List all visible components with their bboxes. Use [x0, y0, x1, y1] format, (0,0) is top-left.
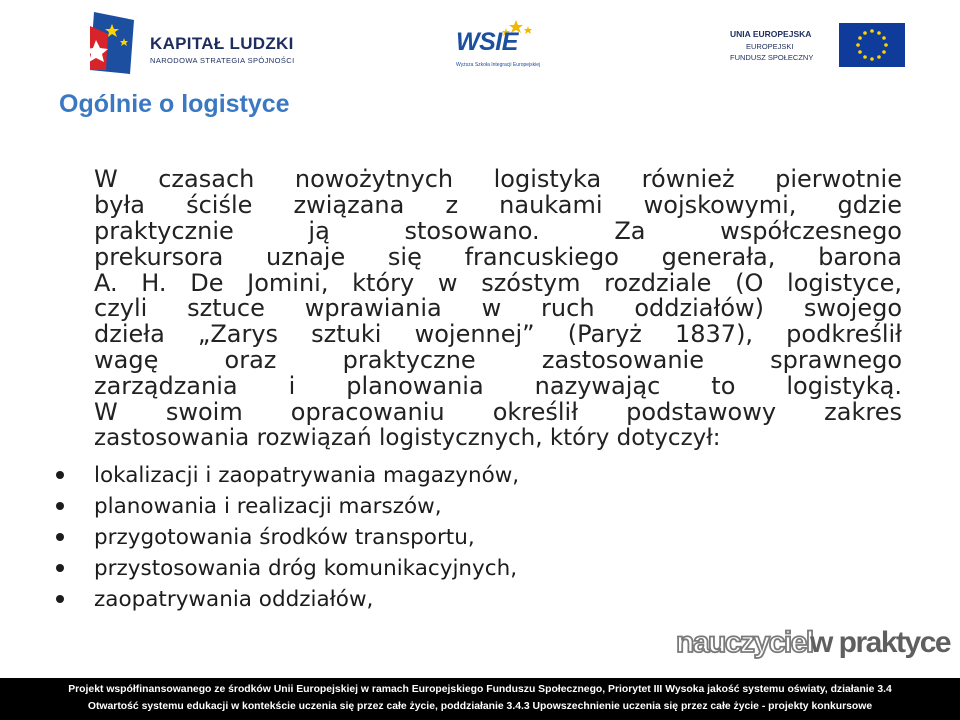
bullet-dot-icon	[56, 502, 64, 510]
body-paragraph	[94, 167, 902, 452]
paragraph-line: dzieła „Zarys sztuki wojennej” (Paryż 1837), podkreślił	[94, 320, 902, 349]
wsie-logo	[456, 20, 546, 70]
list-item-text: lokalizacji i zaopatrywania magazynów,	[94, 463, 520, 488]
slide-title: Ogólnie o logistyce	[59, 90, 290, 118]
paragraph-line: była ściśle związana z naukami wojskowymi, gdzie	[94, 190, 902, 219]
paragraph-line: W czasach nowożytnych logistyka również pierwotnie	[94, 165, 902, 193]
eu-line-3: FUNDUSZ SPOŁECZNY	[730, 53, 814, 62]
kapital-ludzki-subtitle: NARODOWA STRATEGIA SPÓJNOŚCI	[150, 56, 295, 65]
list-item-text: przystosowania dróg komunikacyjnych,	[94, 556, 518, 581]
list-item	[55, 522, 915, 553]
bullet-dot-icon	[56, 564, 64, 572]
nauczyciel-w-praktyce-logo	[676, 620, 951, 666]
kapital-ludzki-emblem-icon	[86, 12, 142, 74]
paragraph-line: A. H. De Jomini, który w szóstym rozdziale (O logistyce,	[94, 268, 902, 297]
stamp-words-w-praktyce: w praktyce	[810, 626, 951, 659]
paragraph-line: W swoim opracowaniu określił podstawowy zakres	[94, 398, 902, 427]
stamp-word-nauczyciel: nauczyciel	[676, 626, 813, 659]
bullet-dot-icon	[56, 595, 64, 603]
kapital-ludzki-logo	[86, 12, 326, 74]
list-item-text: planowania i realizacji marszów,	[94, 494, 442, 519]
list-item	[55, 553, 915, 584]
eu-logo	[730, 22, 905, 66]
footer-bar	[0, 678, 960, 720]
list-item-text: przygotowania środków transportu,	[94, 525, 475, 550]
eu-line-1: UNIA EUROPEJSKA	[730, 29, 812, 39]
paragraph-line: zastosowania rozwiązań logistycznych, który dotyczył:	[94, 424, 721, 451]
bullet-dot-icon	[56, 533, 64, 541]
paragraph-line: wagę oraz praktyczne zastosowanie sprawnego	[94, 346, 902, 375]
footer-line-1: Projekt współfinansowanego ze środków Unii Europejskiej w ramach Europejskiego Funduszu Społecznego, Priorytet III Wysoka jakość systemu oświaty, działanie 3.4	[68, 684, 892, 695]
eu-flag-icon	[839, 23, 905, 67]
header-logos	[0, 0, 960, 84]
kapital-ludzki-title: KAPITAŁ LUDZKI	[150, 34, 294, 53]
list-item	[55, 584, 915, 615]
paragraph-line: praktycznie ją stosowano. Za współczesnego	[94, 216, 902, 245]
list-item	[55, 491, 915, 522]
bullet-list	[55, 460, 915, 615]
bullet-dot-icon	[56, 471, 64, 479]
paragraph-line: zarządzania i planowania nazywając to logistyką.	[94, 372, 902, 401]
wsie-subtitle: Wyższa Szkoła Integracji Europejskiej	[456, 62, 541, 68]
eu-line-2: EUROPEJSKI	[746, 42, 794, 51]
paragraph-line: czyli sztuce wprawiania w ruch oddziałów) swojego	[94, 294, 902, 323]
wsie-wordmark: WSIE	[456, 28, 518, 56]
paragraph-line: prekursora uznaje się francuskiego generała, barona	[94, 242, 902, 271]
list-item	[55, 460, 915, 491]
list-item-text: zaopatrywania oddziałów,	[94, 587, 374, 612]
footer-line-2: Otwartość systemu edukacji w kontekście uczenia się przez całe życie, poddziałanie 3.4.3 Upowszechnienie uczenia się przez całe życie - projekty konkursowe	[87, 701, 873, 712]
